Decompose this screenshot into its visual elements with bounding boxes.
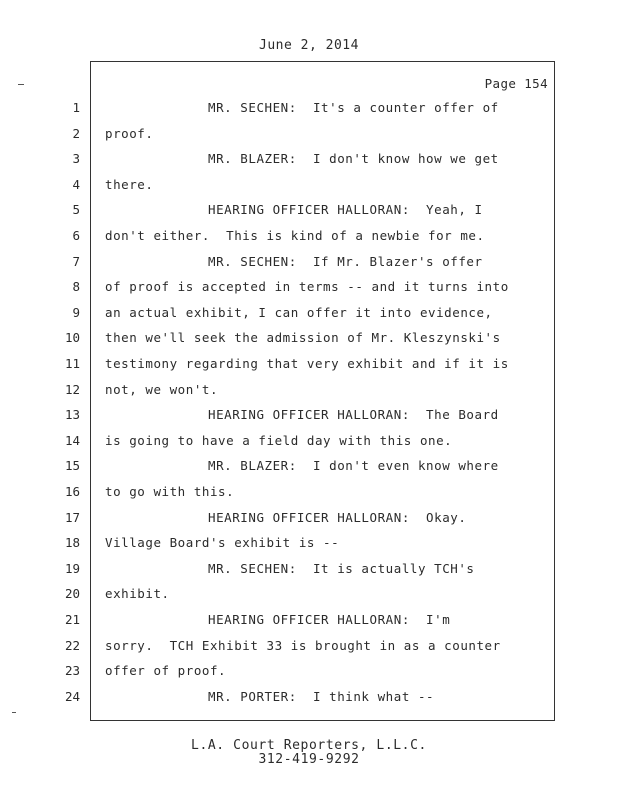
- line-number: 12: [64, 382, 80, 397]
- line-text: sorry. TCH Exhibit 33 is brought in as a counter: [105, 638, 501, 653]
- line-number: 19: [64, 561, 80, 576]
- line-text: offer of proof.: [105, 663, 227, 678]
- line-number: 15: [64, 458, 80, 473]
- line-number: 24: [64, 689, 80, 704]
- line-text: don't either. This is kind of a newbie for me.: [105, 228, 485, 243]
- line-text: HEARING OFFICER HALLORAN: The Board: [208, 407, 499, 422]
- scan-speck: [12, 712, 16, 713]
- scan-speck: [18, 84, 24, 85]
- line-text: an actual exhibit, I can offer it into evidence,: [105, 305, 493, 320]
- line-text: MR. SECHEN: It is actually TCH's: [208, 561, 475, 576]
- line-text: testimony regarding that very exhibit and if it is: [105, 356, 509, 371]
- line-text: HEARING OFFICER HALLORAN: Yeah, I: [208, 202, 483, 217]
- line-text: there.: [105, 177, 154, 192]
- line-text: of proof is accepted in terms -- and it turns into: [105, 279, 509, 294]
- line-number: 2: [72, 126, 80, 141]
- line-number: 5: [72, 202, 80, 217]
- line-text: HEARING OFFICER HALLORAN: I'm: [208, 612, 451, 627]
- page-header-date: June 2, 2014: [259, 38, 359, 53]
- line-number: 14: [64, 433, 80, 448]
- line-number: 9: [72, 305, 80, 320]
- line-text: then we'll seek the admission of Mr. Kleszynski's: [105, 330, 501, 345]
- line-number: 11: [64, 356, 80, 371]
- line-number: 23: [64, 663, 80, 678]
- line-text: HEARING OFFICER HALLORAN: Okay.: [208, 510, 467, 525]
- line-number: 16: [64, 484, 80, 499]
- line-number: 8: [72, 279, 80, 294]
- line-text: exhibit.: [105, 586, 170, 601]
- line-number: 4: [72, 177, 80, 192]
- line-text: to go with this.: [105, 484, 235, 499]
- line-text: proof.: [105, 126, 154, 141]
- line-text: Village Board's exhibit is --: [105, 535, 340, 550]
- line-number: 18: [64, 535, 80, 550]
- line-number: 10: [64, 330, 80, 345]
- line-number: 1: [72, 100, 80, 115]
- line-text: not, we won't.: [105, 382, 219, 397]
- line-text: MR. PORTER: I think what --: [208, 689, 435, 704]
- line-number: 22: [64, 638, 80, 653]
- line-text: MR. BLAZER: I don't know how we get: [208, 151, 499, 166]
- line-number: 3: [72, 151, 80, 166]
- page-number: Page 154: [484, 76, 548, 91]
- line-text: MR. BLAZER: I don't even know where: [208, 458, 499, 473]
- line-number: 13: [64, 407, 80, 422]
- footer-company: L.A. Court Reporters, L.L.C.: [191, 738, 427, 753]
- line-text: MR. SECHEN: It's a counter offer of: [208, 100, 499, 115]
- line-number: 17: [64, 510, 80, 525]
- footer-phone: 312-419-9292: [258, 752, 360, 767]
- line-number: 7: [72, 254, 80, 269]
- line-text: is going to have a field day with this one.: [105, 433, 453, 448]
- line-number: 21: [64, 612, 80, 627]
- line-number: 20: [64, 586, 80, 601]
- line-text: MR. SECHEN: If Mr. Blazer's offer: [208, 254, 483, 269]
- line-number: 6: [72, 228, 80, 243]
